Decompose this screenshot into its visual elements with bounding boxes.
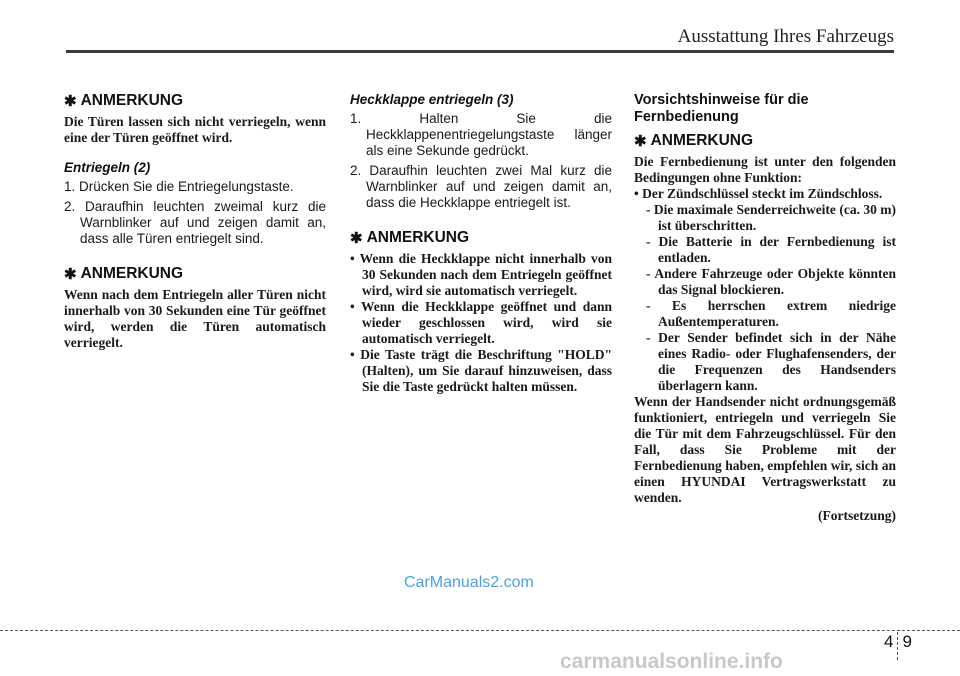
section-heading-remote-precautions: Vorsichtshinweise für die Fernbedienung xyxy=(634,92,809,125)
cross-star-icon: ✱ xyxy=(350,230,363,247)
condition-list xyxy=(634,202,896,394)
note-heading: ✱ ANMERKUNG xyxy=(350,229,470,247)
page-number xyxy=(884,632,912,660)
note-heading: ✱ ANMERKUNG xyxy=(64,92,184,110)
note-intro: Die Fernbedienung ist unter den folgenden Bedingungen ohne Funktion: xyxy=(634,154,896,185)
list-item: - Die maximale Senderreichweite (ca. 30 m) ist überschritten. xyxy=(646,202,896,233)
note-text: Wenn der Handsender nicht ordnungsgemäß funktioniert, entriegeln und verriegeln Sie die Tür mit dem Fahrzeugschlüssel. Für den Fall, dass Sie Probleme mit der Fernbedienung haben, empfehlen wir, sich an einen HYUNDAI Vertragswerkstatt zu wenden. xyxy=(634,394,896,505)
list-item: • Die Taste trägt die Beschriftung "HOLD" (Halten), um Sie darauf hinzuweisen, dass Sie die Taste gedrückt halten müssen. xyxy=(350,347,612,394)
list-item: 2. Daraufhin leuchten zweimal kurz die Warnblinker auf und zeigen damit an, dass alle Türen entriegelt sind. xyxy=(64,199,326,246)
list-item: • Wenn die Heckklappe geöffnet und dann wieder geschlossen wird, wird sie automatisch verriegelt. xyxy=(350,299,612,346)
cross-star-icon: ✱ xyxy=(64,93,77,110)
column-middle xyxy=(350,92,612,395)
list-item: • Wenn die Heckklappe nicht innerhalb von 30 Sekunden nach dem Entriegeln geöffnet wird, wird sie automatisch verriegelt. xyxy=(350,251,612,298)
chapter-number: 4 xyxy=(884,632,894,651)
list-item: - Die Batterie in der Fernbedienung ist entladen. xyxy=(646,234,896,265)
tailgate-steps xyxy=(350,111,612,211)
note-text: Die Türen lassen sich nicht verriegeln, wenn eine der Türen geöffnet wird. xyxy=(64,114,326,145)
note-bullets xyxy=(634,186,896,202)
column-left xyxy=(64,92,326,351)
footer-rule xyxy=(0,630,960,631)
list-item: 2. Daraufhin leuchten zwei Mal kurz die Warnblinker auf und zeigen damit an, dass die Heckklappe entriegelt ist. xyxy=(350,163,612,210)
page-number-value: 9 xyxy=(902,632,912,651)
list-item: 1. Drücken Sie die Entriegelungstaste. xyxy=(64,179,294,194)
list-item: - Es herrschen extrem niedrige Außentemperaturen. xyxy=(646,298,896,329)
page-number-separator xyxy=(897,632,898,660)
note-heading: ✱ ANMERKUNG xyxy=(634,132,754,150)
cross-star-icon: ✱ xyxy=(634,133,647,150)
page-header-title: Ausstattung Ihres Fahrzeugs xyxy=(677,26,894,47)
list-item: • Der Zündschlüssel steckt im Zündschloss. xyxy=(634,186,883,201)
list-item: - Andere Fahrzeuge oder Objekte könnten das Signal blockieren. xyxy=(646,266,896,297)
section-heading-unlock: Entriegeln (2) xyxy=(64,160,151,175)
header-rule xyxy=(66,50,894,53)
column-right xyxy=(634,92,896,524)
note-heading: ✱ ANMERKUNG xyxy=(64,265,184,283)
footer-watermark: carmanualsonline.info xyxy=(560,650,783,673)
cross-star-icon: ✱ xyxy=(64,266,77,283)
note-text: Wenn nach dem Entriegeln aller Türen nicht innerhalb von 30 Sekunden eine Tür geöffnet wird, werden die Türen automatisch verriegelt. xyxy=(64,287,326,350)
continued-label: (Fortsetzung) xyxy=(818,508,896,523)
list-item: 1. Halten Sie die Heckklappenentriegelungstaste länger als eine Sekunde gedrückt. xyxy=(350,111,612,158)
note-bullets xyxy=(350,251,612,395)
watermark-link[interactable]: CarManuals2.com xyxy=(404,574,534,591)
list-item: - Der Sender befindet sich in der Nähe eines Radio- oder Flughafensenders, der die Frequenzen des Handsenders überlagern kann. xyxy=(646,330,896,393)
section-heading-tailgate: Heckklappe entriegeln (3) xyxy=(350,92,514,107)
unlock-steps xyxy=(64,179,326,247)
